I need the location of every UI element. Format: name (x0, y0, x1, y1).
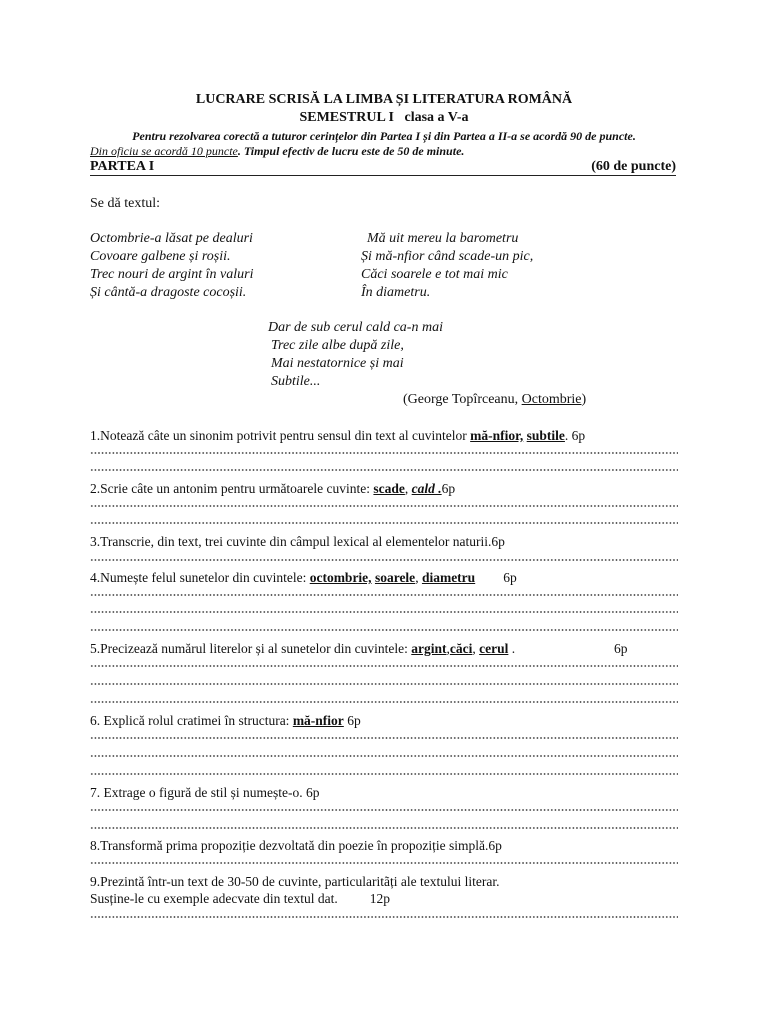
part-label: PARTEA I (90, 159, 155, 174)
keyword: cald . (411, 481, 442, 496)
question-9-line-2 (90, 891, 390, 907)
answer-line[interactable] (90, 520, 678, 526)
attribution-close: ) (581, 392, 587, 407)
question-7: 7. Extrage o figură de stil și numește-o. 6p (90, 785, 320, 800)
poem-line: În diametru. (361, 285, 431, 300)
instructions-line1: Pentru rezolvarea corectă a tuturor cerințelor din Partea I și din Partea a II-a se acordă 90 de puncte. (132, 129, 636, 143)
answer-line[interactable] (90, 860, 678, 866)
poem-stanza-1 (90, 230, 253, 302)
poem-line: Și mă-nfior când scade-un pic, (361, 249, 534, 264)
question-4 (90, 570, 517, 586)
part-divider (90, 175, 676, 176)
question-text: 5.Precizează numărul literelor și al sunetelor din cuvintele: (90, 641, 412, 656)
poem-line: Mă uit mereu la barometru (367, 231, 519, 246)
answer-line[interactable] (90, 825, 678, 831)
question-3: 3.Transcrie, din text, trei cuvinte din câmpul lexical al elementelor naturii.6p (90, 534, 505, 549)
semester-label: SEMESTRUL I (299, 110, 394, 125)
poem-line: Trec nouri de argint în valuri (90, 267, 254, 282)
answer-line[interactable] (90, 753, 678, 759)
poem-line: Subtile... (271, 374, 321, 389)
poem-line: Trec zile albe după zile, (271, 338, 404, 353)
question-points: 6p (441, 481, 456, 496)
keyword: subtile (526, 428, 565, 443)
attribution-author: (George Topîrceanu, (403, 392, 522, 407)
poem-line: Căci soarele e tot mai mic (361, 267, 508, 282)
question-8: 8.Transformă prima propoziție dezvoltată din poezie în propoziție simplă.6p (90, 838, 502, 853)
keyword: cerul (479, 641, 509, 656)
keyword: scade (373, 481, 405, 496)
keyword: mă-nfior (292, 713, 344, 728)
question-text: Susține-le cu exemple adecvate din textul dat. (90, 891, 338, 906)
question-2 (90, 481, 455, 497)
answer-line[interactable] (90, 450, 678, 456)
attribution-title: Octombrie (521, 392, 582, 407)
answer-line[interactable] (90, 807, 678, 813)
answer-line[interactable] (90, 609, 678, 615)
answer-line[interactable] (90, 503, 678, 509)
answer-line[interactable] (90, 681, 678, 687)
class-label: clasa a V-a (404, 110, 469, 125)
poem-stanza-3 (268, 319, 443, 391)
keyword: argint (411, 641, 447, 656)
question-points: . 6p (564, 428, 586, 443)
question-points: 6p (614, 641, 628, 656)
question-text: 6. Explică rolul cratimei în structura: (90, 713, 293, 728)
question-text: 4.Numește felul sunetelor din cuvintele: (90, 570, 310, 585)
poem-stanza-2 (361, 230, 533, 302)
question-points: 6p (503, 570, 517, 585)
question-5: 5.Precizează numărul literelor și al sunetelor din cuvintele: argint,căci, cerul . (90, 641, 516, 656)
separator: . (508, 641, 516, 656)
answer-line[interactable] (90, 627, 678, 633)
keyword: căci (449, 641, 473, 656)
part-points: (60 de puncte) (591, 159, 676, 174)
answer-line[interactable] (90, 699, 678, 705)
question-text: 1.Notează câte un sinonim potrivit pentru sensul din text al cuvintelor (90, 428, 471, 443)
question-text: 2.Scrie câte un antonim pentru următoarele cuvinte: (90, 481, 374, 496)
answer-line[interactable] (90, 663, 678, 669)
answer-line[interactable] (90, 735, 678, 741)
answer-line[interactable] (90, 557, 678, 563)
question-points: 12p (369, 891, 391, 906)
keyword: soarele (374, 570, 416, 585)
question-points: 6p (343, 713, 361, 728)
separator: , (404, 481, 412, 496)
poem-line: Și cântă-a dragoste cocoșii. (90, 285, 247, 300)
answer-line[interactable] (90, 467, 678, 473)
poem-line: Mai nestatornice și mai (271, 356, 404, 371)
separator: , (415, 570, 422, 585)
keyword: mă-nfior, (470, 428, 524, 443)
semester-line (0, 110, 768, 126)
keyword: diametru (421, 570, 476, 585)
official-points: Din oficiu se acordă 10 puncte (90, 144, 238, 158)
answer-line[interactable] (90, 914, 678, 920)
question-9-line-1: 9.Prezintă într-un text de 30-50 de cuvinte, particularitãți ale textului literar. (90, 874, 500, 889)
time-note: . Timpul efectiv de lucru este de 50 de minute. (237, 144, 465, 158)
poem-attribution (403, 392, 586, 408)
exam-title: LUCRARE SCRISĂ LA LIMBA ȘI LITERATURA ROMÂNĂ (195, 92, 573, 107)
answer-line[interactable] (90, 771, 678, 777)
keyword: octombrie, (309, 570, 372, 585)
poem-line: Covoare galbene și roșii. (90, 249, 231, 264)
question-1 (90, 428, 585, 444)
instructions-line2 (90, 144, 464, 159)
poem-line: Octombrie-a lăsat pe dealuri (90, 231, 253, 246)
question-6 (90, 713, 361, 729)
answer-line[interactable] (90, 592, 678, 598)
poem-line: Dar de sub cerul cald ca-n mai (268, 320, 443, 335)
intro-text: Se dă textul: (90, 196, 160, 211)
